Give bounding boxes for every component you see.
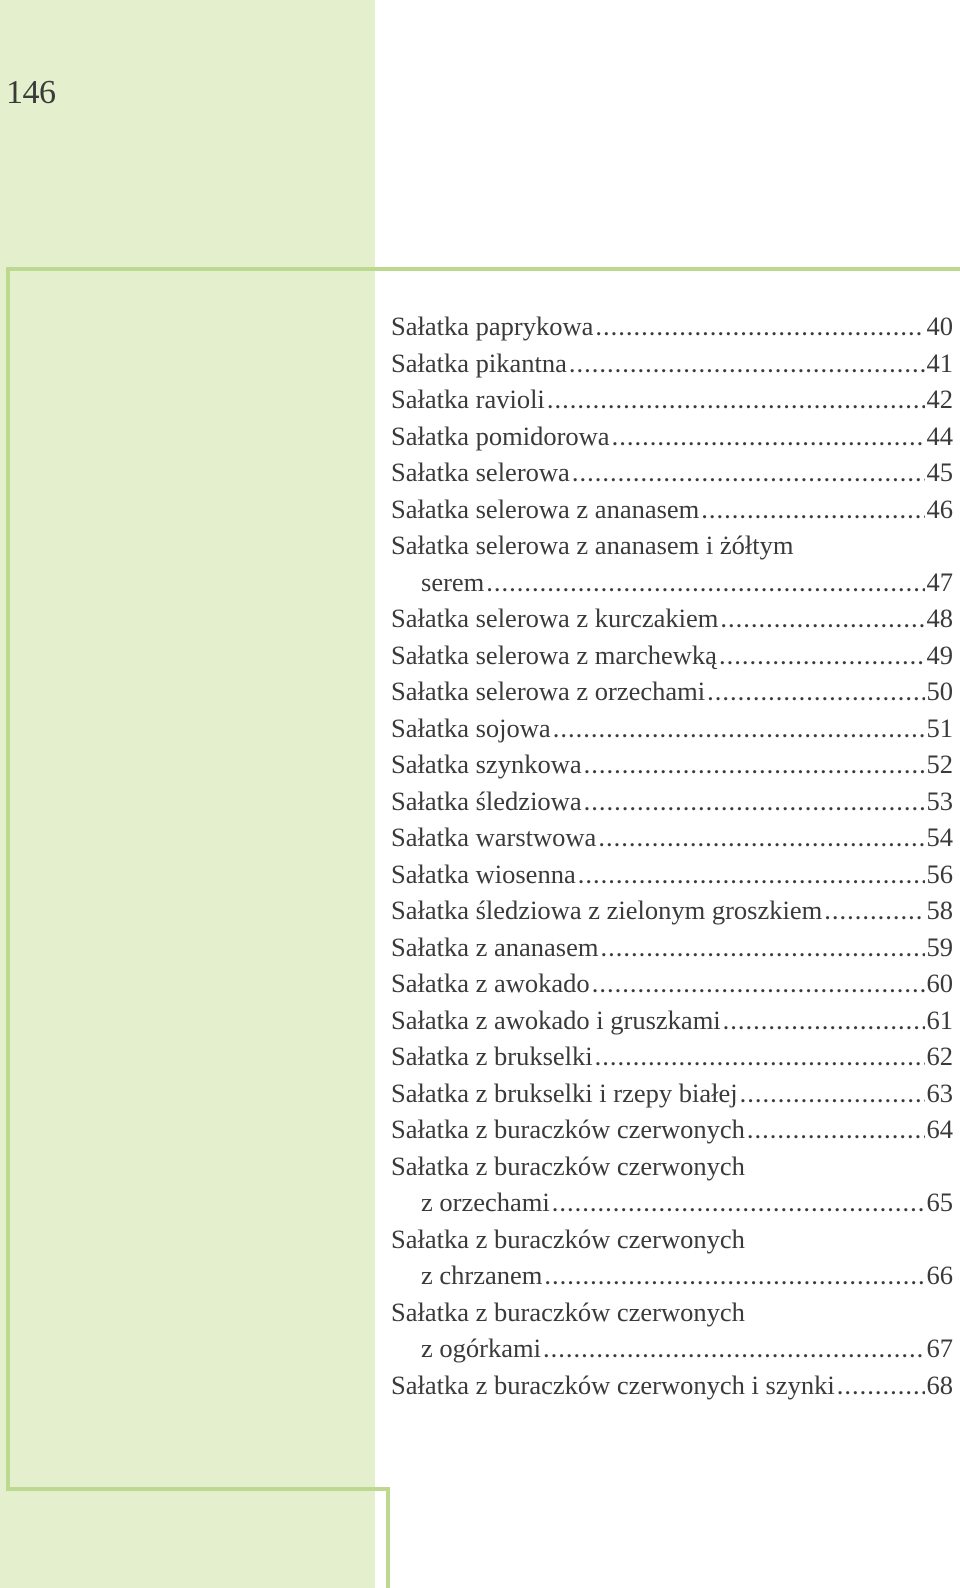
toc-entry xyxy=(391,1294,953,1367)
toc-entry xyxy=(391,929,953,966)
toc-entry-page: 45 xyxy=(926,457,953,487)
toc-entry-title: Sałatka selerowa z kurczakiem xyxy=(391,603,719,633)
toc-dot-leader xyxy=(612,418,925,455)
toc-entry-line xyxy=(391,454,953,491)
toc-dot-leader xyxy=(595,1038,925,1075)
toc-dot-leader xyxy=(701,491,924,528)
toc-entry-page: 47 xyxy=(926,566,953,597)
toc-dot-leader xyxy=(553,710,925,747)
toc-dot-leader xyxy=(552,1184,925,1221)
toc-entry-page: 62 xyxy=(926,1041,953,1071)
toc-entry-title: Sałatka warstwowa xyxy=(391,822,597,852)
toc-entry-page: 58 xyxy=(926,895,953,925)
toc-entry-title: Sałatka sojowa xyxy=(391,712,551,743)
toc-entry xyxy=(391,746,953,783)
toc-entry-page: 50 xyxy=(926,676,953,706)
toc-dot-leader xyxy=(544,1257,924,1294)
toc-entry xyxy=(391,527,953,600)
toc-entry-line xyxy=(391,1111,953,1148)
toc-entry-title: z ogórkami xyxy=(421,1333,541,1363)
toc-entry-line xyxy=(391,1184,953,1221)
toc-dot-leader xyxy=(747,1111,925,1148)
toc-entry-page: 66 xyxy=(926,1260,953,1290)
toc-entry-title: Sałatka pikantna xyxy=(391,347,567,378)
toc-entry-page: 59 xyxy=(926,931,953,962)
toc-entry-line xyxy=(391,1367,953,1404)
page-number: 146 xyxy=(6,74,56,111)
toc-entry-title-line: Sałatka selerowa z ananasem i żółtym xyxy=(391,530,794,560)
toc-entry-line xyxy=(391,673,953,710)
toc-dot-leader xyxy=(486,564,924,601)
toc-entry xyxy=(391,673,953,710)
toc-entry-page: 48 xyxy=(926,603,953,633)
toc-entry xyxy=(391,381,953,418)
toc-dot-leader xyxy=(598,819,924,856)
toc-entry xyxy=(391,600,953,637)
toc-entry xyxy=(391,1367,953,1404)
toc-entry-page: 42 xyxy=(926,384,953,414)
frame-bottom-rule xyxy=(6,1487,390,1491)
toc-entry-title: Sałatka selerowa z ananasem xyxy=(391,493,700,524)
toc-entry-page: 46 xyxy=(926,493,953,524)
toc-dot-leader xyxy=(584,746,925,783)
toc-entry-line xyxy=(391,491,953,528)
toc-entry-line xyxy=(391,345,953,382)
toc-entry-title: Sałatka śledziowa z zielonym groszkiem xyxy=(391,895,823,925)
toc-entry xyxy=(391,418,953,455)
toc-entry-title: Sałatka z awokado i gruszkami xyxy=(391,1004,721,1035)
toc-dot-leader xyxy=(719,637,925,674)
toc-entry-line xyxy=(391,819,953,856)
toc-entry-title: serem xyxy=(421,566,485,597)
toc-entry xyxy=(391,856,953,893)
toc-entry-page: 64 xyxy=(926,1114,953,1144)
toc-entry xyxy=(391,819,953,856)
toc-entry-page: 67 xyxy=(926,1333,953,1363)
table-of-contents xyxy=(391,308,953,1403)
toc-dot-leader xyxy=(569,345,925,382)
toc-entry-page: 53 xyxy=(926,785,953,816)
toc-dot-leader xyxy=(543,1330,925,1367)
toc-entry-title: Sałatka z brukselki xyxy=(391,1041,593,1071)
toc-dot-leader xyxy=(595,308,924,345)
frame-tail-rule xyxy=(386,1487,390,1588)
toc-entry-line xyxy=(391,418,953,455)
toc-entry-line xyxy=(391,856,953,893)
toc-entry-page: 51 xyxy=(926,712,953,743)
toc-entry-line xyxy=(391,381,953,418)
toc-entry xyxy=(391,1221,953,1294)
toc-entry-line xyxy=(391,1038,953,1075)
toc-entry-title: Sałatka z buraczków czerwonych xyxy=(391,1114,745,1144)
toc-entry-title: Sałatka wiosenna xyxy=(391,858,576,889)
toc-entry xyxy=(391,345,953,382)
toc-entry-line xyxy=(391,1257,953,1294)
toc-entry xyxy=(391,637,953,674)
toc-dot-leader xyxy=(572,454,925,491)
toc-dot-leader xyxy=(584,783,925,820)
toc-entry-title: Sałatka selerowa z orzechami xyxy=(391,676,706,706)
toc-entry-line xyxy=(391,564,953,601)
toc-entry-page: 44 xyxy=(926,420,953,451)
toc-entry-page: 49 xyxy=(926,639,953,670)
toc-entry-line xyxy=(391,308,953,345)
toc-entry-line xyxy=(391,1330,953,1367)
toc-dot-leader xyxy=(592,965,925,1002)
toc-entry-title: Sałatka selerowa xyxy=(391,457,570,487)
toc-entry-page: 54 xyxy=(926,822,953,852)
toc-entry-page: 40 xyxy=(926,311,953,341)
toc-dot-leader xyxy=(720,600,924,637)
toc-entry-title-line: Sałatka z buraczków czerwonych xyxy=(391,1296,745,1327)
toc-entry-title: Sałatka paprykowa xyxy=(391,311,594,341)
toc-entry-title: z orzechami xyxy=(421,1187,550,1217)
toc-dot-leader xyxy=(837,1367,925,1404)
toc-entry-page: 60 xyxy=(926,968,953,998)
toc-entry-line xyxy=(391,1002,953,1039)
toc-entry-line xyxy=(391,965,953,1002)
toc-entry-line xyxy=(391,600,953,637)
toc-entry-page: 65 xyxy=(926,1187,953,1217)
toc-entry-title: Sałatka z awokado xyxy=(391,968,590,998)
toc-entry xyxy=(391,1038,953,1075)
toc-dot-leader xyxy=(740,1075,925,1112)
toc-entry-page: 56 xyxy=(926,858,953,889)
toc-entry-line xyxy=(391,746,953,783)
toc-entry xyxy=(391,491,953,528)
toc-dot-leader xyxy=(723,1002,925,1039)
toc-entry xyxy=(391,892,953,929)
toc-entry-page: 61 xyxy=(926,1004,953,1035)
toc-dot-leader xyxy=(578,856,925,893)
toc-entry xyxy=(391,454,953,491)
toc-entry-title: Sałatka z brukselki i rzepy białej xyxy=(391,1077,738,1108)
toc-entry-page: 68 xyxy=(926,1369,953,1400)
toc-entry-title-line: Sałatka z buraczków czerwonych xyxy=(391,1223,745,1254)
toc-entry-title-line: Sałatka z buraczków czerwonych xyxy=(391,1150,745,1181)
toc-entry-line xyxy=(391,710,953,747)
toc-entry-line xyxy=(391,637,953,674)
toc-entry-title: Sałatka śledziowa xyxy=(391,785,582,816)
toc-entry xyxy=(391,1075,953,1112)
toc-entry xyxy=(391,1111,953,1148)
toc-entry-title: Sałatka selerowa z marchewką xyxy=(391,639,717,670)
toc-dot-leader xyxy=(824,892,924,929)
toc-entry-line xyxy=(391,929,953,966)
toc-dot-leader xyxy=(547,381,925,418)
toc-entry-page: 52 xyxy=(926,749,953,779)
toc-entry-line xyxy=(391,1075,953,1112)
toc-entry xyxy=(391,783,953,820)
toc-entry-title: Sałatka szynkowa xyxy=(391,749,582,779)
toc-entry xyxy=(391,1002,953,1039)
toc-entry xyxy=(391,1148,953,1221)
toc-dot-leader xyxy=(600,929,924,966)
toc-entry-title: Sałatka z ananasem xyxy=(391,931,599,962)
toc-entry xyxy=(391,965,953,1002)
toc-entry-line xyxy=(391,892,953,929)
toc-dot-leader xyxy=(707,673,924,710)
toc-entry xyxy=(391,308,953,345)
toc-entry-title: Sałatka z buraczków czerwonych i szynki xyxy=(391,1369,835,1400)
toc-entry xyxy=(391,710,953,747)
toc-entry-title: Sałatka ravioli xyxy=(391,384,545,414)
toc-entry-page: 41 xyxy=(926,347,953,378)
toc-entry-line xyxy=(391,783,953,820)
toc-entry-title: Sałatka pomidorowa xyxy=(391,420,610,451)
toc-entry-title: z chrzanem xyxy=(421,1260,543,1290)
toc-entry-page: 63 xyxy=(926,1077,953,1108)
